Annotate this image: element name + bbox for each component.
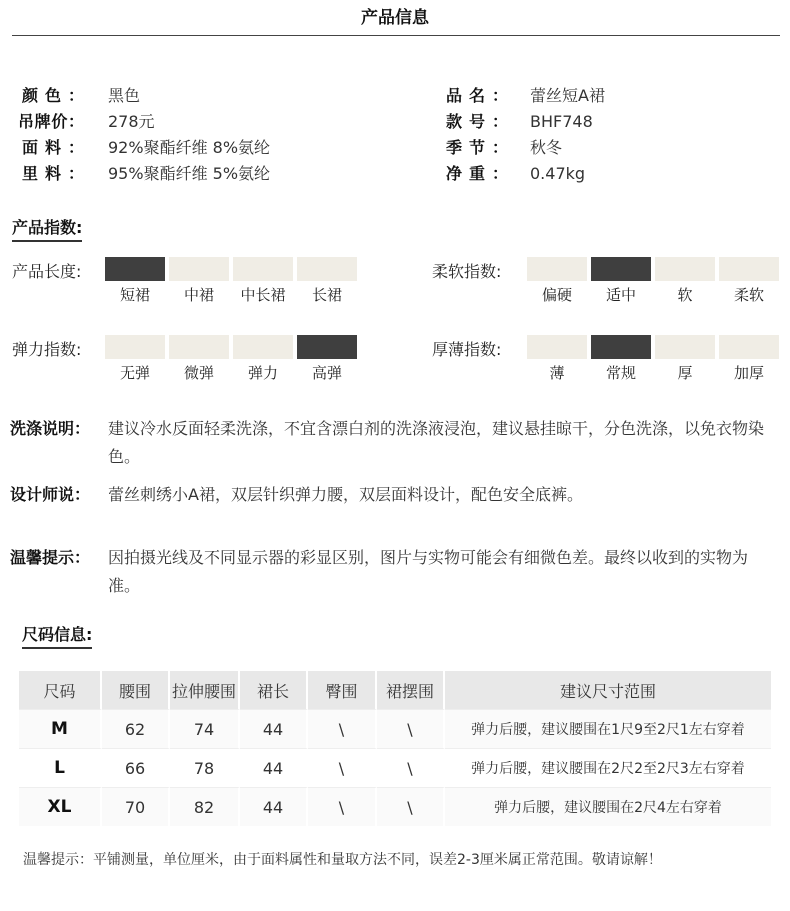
index-option-label: 短裙 — [119, 286, 150, 304]
table-cell: 70 — [102, 787, 170, 826]
index-box — [169, 257, 229, 281]
index-box-selected — [105, 257, 165, 281]
info-row-fabric — [0, 135, 790, 161]
table-cell: \ — [308, 787, 377, 826]
column-header: 尺码 — [19, 671, 102, 709]
table-cell: 弹力后腰，建议腰围在1尺9至2尺1左右穿着 — [445, 709, 771, 748]
info-value: 278元 — [108, 112, 155, 131]
info-label: 面料： — [22, 138, 84, 157]
page-title: 产品信息 — [361, 8, 429, 28]
index-box — [719, 335, 779, 359]
table-cell: 44 — [240, 709, 308, 748]
index-option-label: 长裙 — [311, 286, 342, 304]
table-cell: \ — [308, 748, 377, 787]
info-value: 95%聚酯纤维 5%氨纶 — [108, 164, 271, 183]
table-row — [19, 748, 771, 787]
info-label: 款号： — [446, 112, 508, 131]
column-header: 腰围 — [102, 671, 170, 709]
index-group-length — [105, 257, 365, 307]
index-label-thickness: 厚薄指数: — [432, 340, 502, 359]
index-box — [297, 257, 357, 281]
index-box-selected — [591, 335, 651, 359]
table-cell: \ — [377, 748, 445, 787]
info-value: 黑色 — [108, 86, 141, 105]
index-box — [655, 335, 715, 359]
index-label-elasticity: 弹力指数: — [12, 340, 82, 359]
table-cell: \ — [308, 709, 377, 748]
column-header: 裙摆围 — [377, 671, 445, 709]
index-option-label: 常规 — [605, 364, 636, 382]
index-box — [527, 257, 587, 281]
table-cell: 66 — [102, 748, 170, 787]
design-text: 蕾丝刺绣小A裙，双层针织弹力腰，双层面料设计，配色安全底裤。 — [108, 485, 583, 504]
index-option-label: 偏硬 — [541, 286, 572, 304]
info-label: 品名： — [446, 86, 508, 105]
info-label: 季节： — [446, 138, 508, 157]
indices-heading: 产品指数: — [12, 215, 82, 242]
info-row-color — [0, 83, 790, 109]
index-option-label: 适中 — [605, 286, 636, 304]
index-option-label: 中长裙 — [240, 286, 286, 304]
table-row — [19, 787, 771, 826]
column-header: 建议尺寸范围 — [445, 671, 771, 709]
info-label: 净重： — [446, 164, 508, 183]
index-option-label: 柔软 — [733, 286, 764, 304]
table-cell: 弹力后腰，建议腰围在2尺4左右穿着 — [445, 787, 771, 826]
index-option-label: 微弹 — [183, 364, 214, 382]
info-value: 92%聚酯纤维 8%氨纶 — [108, 138, 271, 157]
index-option-label: 厚 — [677, 364, 693, 382]
index-group-elasticity — [105, 335, 365, 385]
table-cell: 弹力后腰，建议腰围在2尺2至2尺3左右穿着 — [445, 748, 771, 787]
table-cell: 44 — [240, 748, 308, 787]
column-header: 臀围 — [308, 671, 377, 709]
info-row-price — [0, 109, 790, 135]
wash-text: 建议冷水反面轻柔洗涤，不宜含漂白剂的洗涤液浸泡，建议悬挂晾干，分色洗涤，以免衣物染色。 — [108, 419, 765, 466]
index-box-selected — [297, 335, 357, 359]
index-option-label: 弹力 — [247, 364, 278, 382]
tip-text: 因拍摄光线及不同显示器的彩显区别，图片与实物可能会有细微色差。最终以收到的实物为准。 — [108, 548, 749, 595]
size-info-heading: 尺码信息: — [22, 622, 92, 649]
index-label-softness: 柔软指数: — [432, 262, 502, 281]
index-box-selected — [591, 257, 651, 281]
size-cell: XL — [19, 787, 102, 826]
size-table — [19, 671, 771, 826]
index-option-label: 无弹 — [119, 364, 150, 382]
table-cell: 62 — [102, 709, 170, 748]
table-cell: 44 — [240, 787, 308, 826]
tip-label: 温馨提示： — [10, 548, 91, 567]
wash-label: 洗涤说明： — [10, 419, 91, 438]
title-divider — [12, 35, 780, 36]
index-box — [655, 257, 715, 281]
index-box — [719, 257, 779, 281]
design-label: 设计师说： — [10, 485, 91, 504]
info-row-lining — [0, 161, 790, 187]
info-value: BHF748 — [530, 112, 593, 131]
info-label: 颜色： — [22, 86, 84, 105]
index-label-length: 产品长度: — [12, 262, 82, 281]
index-option-label: 高弹 — [311, 364, 342, 382]
index-box — [105, 335, 165, 359]
table-cell: \ — [377, 787, 445, 826]
size-cell: L — [19, 748, 102, 787]
index-box — [169, 335, 229, 359]
info-value: 蕾丝短A裙 — [530, 86, 605, 105]
index-option-label: 中裙 — [183, 286, 214, 304]
size-table-header-row — [19, 671, 771, 709]
table-cell: 74 — [170, 709, 240, 748]
table-cell: 82 — [170, 787, 240, 826]
size-cell: M — [19, 709, 102, 748]
measurement-note: 温馨提示：平铺测量，单位厘米，由于面料属性和量取方法不同，误差2-3厘米属正常范围。敬请谅解！ — [23, 852, 662, 868]
info-label: 里料： — [22, 164, 84, 183]
index-option-label: 加厚 — [733, 364, 764, 382]
info-value: 0.47kg — [530, 164, 586, 183]
index-group-thickness — [527, 335, 787, 385]
table-cell: 78 — [170, 748, 240, 787]
table-row — [19, 709, 771, 748]
column-header: 拉伸腰围 — [170, 671, 240, 709]
index-box — [233, 335, 293, 359]
index-group-softness — [527, 257, 787, 307]
info-value: 秋冬 — [530, 138, 563, 157]
info-label: 吊牌价： — [18, 112, 84, 131]
index-box — [233, 257, 293, 281]
table-cell: \ — [377, 709, 445, 748]
index-option-label: 薄 — [549, 364, 565, 382]
index-option-label: 软 — [677, 286, 693, 304]
column-header: 裙长 — [240, 671, 308, 709]
index-box — [527, 335, 587, 359]
